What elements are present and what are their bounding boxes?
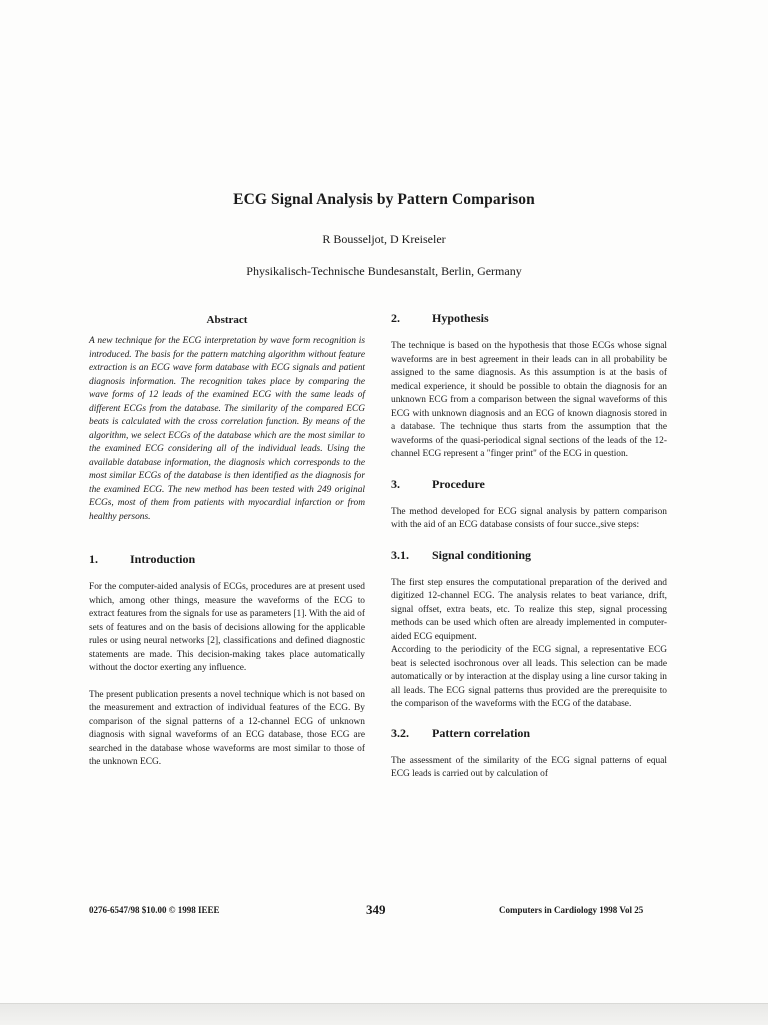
right-column bbox=[391, 310, 667, 782]
section-number: 3.2. bbox=[391, 725, 409, 740]
paper-title: ECG Signal Analysis by Pattern Comparison bbox=[233, 191, 535, 208]
pattern-correlation-paragraph: The assessment of the similarity of the ECG signal patterns of equal ECG leads is carried out by calculation of bbox=[391, 755, 667, 779]
paper-authors: R Bousseljot, D Kreiseler bbox=[322, 232, 446, 246]
section-title: Signal conditioning bbox=[432, 547, 532, 562]
section-title: Pattern correlation bbox=[432, 725, 531, 740]
abstract-heading: Abstract bbox=[206, 314, 248, 326]
section-number: 3.1. bbox=[391, 547, 409, 562]
section-heading-signal-conditioning bbox=[391, 547, 667, 563]
hypothesis-paragraph: The technique is based on the hypothesis that those ECGs whose signal waveforms are in best agreement in their leads can in all probability be assigned to the same diagnosis. As this assumption is at the basis of medical experience, it should be possible to obtain the diagnosis for an unknown ECG from a comparison between the signal waveforms of this ECG with unknown diagnosis and an ECG of known diagnosis stored in a database. The technique thus starts from the assumption that the waveforms of the quasi-periodical signal sections of the leads of the 12-channel ECG represent a "finger print" of the ECG in question. bbox=[391, 341, 667, 459]
section-title: Procedure bbox=[432, 476, 485, 491]
section-title: Introduction bbox=[130, 552, 196, 566]
procedure-paragraph: The method developed for ECG signal analysis by pattern comparison with the aid of an ECG database consists of four succe.,sive steps: bbox=[391, 506, 667, 530]
section-number: 1. bbox=[89, 552, 98, 566]
footer-journal: Computers in Cardiology 1998 Vol 25 bbox=[499, 905, 644, 915]
page-number: 349 bbox=[366, 902, 386, 917]
section-heading-pattern-correlation bbox=[391, 725, 667, 741]
section-number: 3. bbox=[391, 476, 400, 491]
introduction-paragraph-1: For the computer-aided analysis of ECGs, procedures are at present used which, among other things, measure the waveforms of the ECG to extract features from the signals for use as parameters [1]. With the aid of sets of features and on the basis of decisions allowing for the applicable rules or using neural networks [2], classifications and defined diagnostic statements are made. This decision-making takes place automatically without the doctor exerting any influence. bbox=[89, 582, 365, 673]
signal-conditioning-paragraph-1: The first step ensures the computational preparation of the derived and digitized 12-channel ECG. The analysis relates to beat variance, drift, signal offset, extra beats, etc. To realize this step, signal processing methods can be used which often are already implemented in computer-aided ECG equipment. bbox=[391, 577, 667, 642]
scan-edge bbox=[0, 1003, 768, 1025]
paper-affiliation: Physikalisch-Technische Bundesanstalt, Berlin, Germany bbox=[246, 264, 522, 278]
section-heading-hypothesis bbox=[391, 310, 667, 326]
introduction-paragraph-2: The present publication presents a novel technique which is not based on the measurement and extraction of individual features of the ECG. By comparison of the signal patterns of a 12-channel ECG of unknown diagnosis with signal waveforms of an ECG database, those ECG are searched in the database whose waveforms are most similar to those of the unknown ECG. bbox=[89, 689, 365, 767]
left-column bbox=[89, 312, 365, 770]
section-heading-introduction bbox=[89, 551, 365, 567]
section-heading-procedure bbox=[391, 476, 667, 492]
signal-conditioning-paragraph-2: According to the periodicity of the ECG signal, a representative ECG beat is selected isochronous over all leads. This selection can be made automatically or by interaction at the display using a line cursor taking in all leads. The ECG signal patterns thus provided are the prerequisite to the comparison of the waveforms with the ECG of the database. bbox=[391, 645, 667, 709]
section-number: 2. bbox=[391, 311, 400, 325]
footer-copyright: 0276-6547/98 $10.00 © 1998 IEEE bbox=[89, 905, 220, 915]
section-title: Hypothesis bbox=[432, 311, 489, 325]
abstract-text: A new technique for the ECG interpretation by wave form recognition is introduced. The basis for the pattern matching algorithm without feature extraction is an ECG wave form database with ECG signals and patient diagnosis information. The recognition takes place by comparing the wave forms of 12 leads of the examined ECG with the same leads of different ECGs from the database. The similarity of the compared ECG beats is calculated with the cross correlation function. By means of the algorithm, we select ECGs of the database which are the most similar to the examined ECG considering all of the individual leads. Using the available database information, the diagnosis which corresponds to the most similar ECGs of the database is then identified as the diagnosis for the examined ECG. The new method has been tested with 249 original ECGs, most of them from patients with myocardial infarction or from healthy persons. bbox=[89, 336, 365, 522]
